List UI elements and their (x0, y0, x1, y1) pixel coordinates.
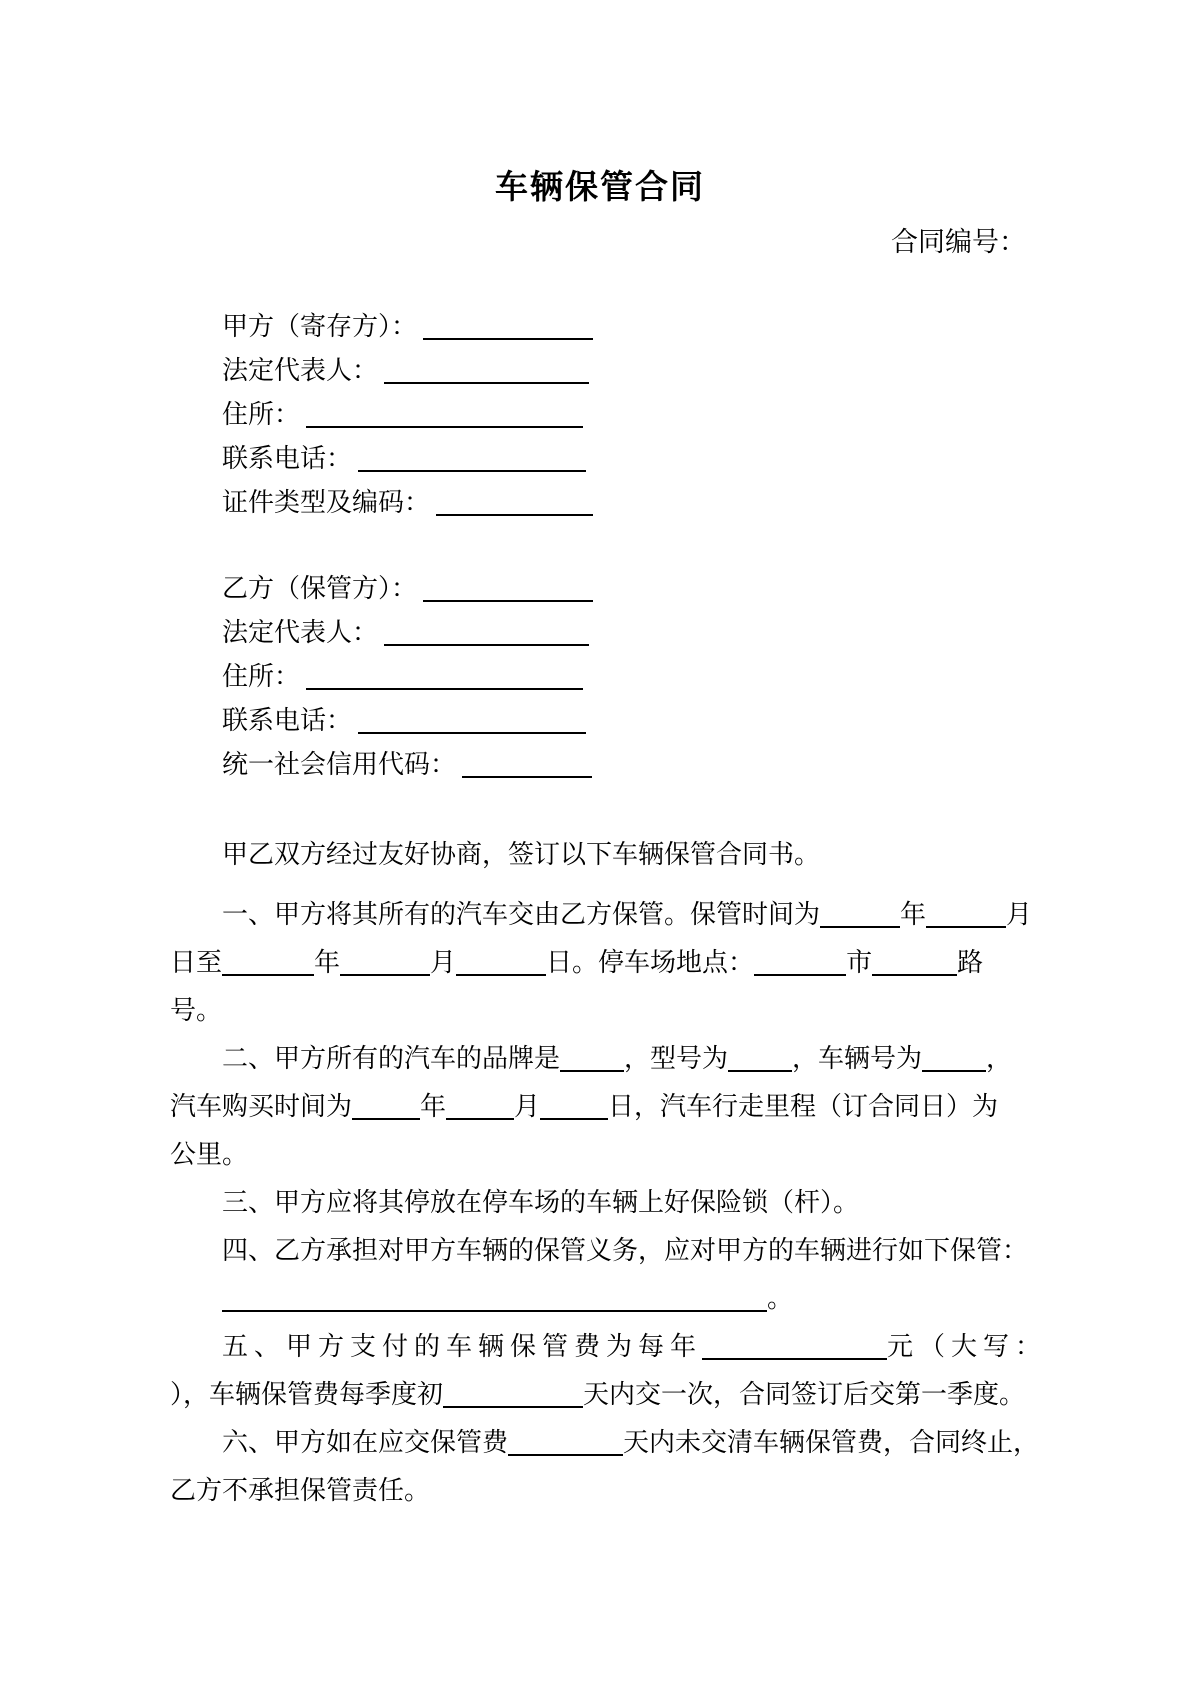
clause-4-section (170, 1227, 1030, 1323)
form-line (170, 567, 1030, 611)
clause-text: 年 (900, 900, 927, 929)
clauses-section (170, 891, 1048, 1515)
clause-text: 号。 (170, 996, 223, 1025)
blank-underline (702, 1332, 887, 1360)
form-label: 法定代表人： (222, 618, 379, 647)
blank-underline (340, 948, 430, 976)
form-label: 联系电话： (222, 706, 353, 735)
clause-5-section (170, 1323, 1048, 1419)
form-label: 住所： (222, 400, 301, 429)
clause-text: ，车辆号为 (792, 1044, 923, 1073)
clause-line (170, 1131, 1030, 1179)
blank-underline (508, 1428, 623, 1456)
document-title: 车辆保管合同 (495, 168, 705, 205)
clause-line (170, 1419, 1040, 1467)
form-label: 乙方（保管方）： (222, 574, 418, 603)
blank-underline (820, 900, 900, 928)
clause-text: 月 (1006, 900, 1033, 929)
clause-line (170, 891, 1033, 939)
clause-text: 三、甲方应将其停放在停车场的车辆上好保险锁（杆）。 (222, 1188, 860, 1217)
clause-text: ），车辆保管费每季度初 (170, 1380, 444, 1409)
form-label: 统一社会信用代码： (222, 750, 457, 779)
intro-paragraph: 甲乙双方经过友好协商，签订以下车辆保管合同书。 (222, 840, 821, 869)
blank-underline (872, 948, 957, 976)
form-label: 证件类型及编码： (222, 488, 431, 517)
form-line (170, 481, 1030, 525)
contract-number-label: 合同编号： (891, 227, 1026, 257)
clause-line (170, 1227, 1030, 1275)
clause-text: 。 (767, 1284, 794, 1313)
blank-underline (446, 1092, 514, 1120)
blank-underline (423, 312, 593, 340)
blank-underline (540, 1092, 608, 1120)
blank-underline (423, 574, 593, 602)
clause-text: 二、甲方所有的汽车的品牌是 (222, 1044, 561, 1073)
blank-underline (306, 662, 583, 690)
clause-line (170, 1323, 1048, 1371)
blank-underline (384, 618, 589, 646)
clause-text: 天内交一次，合同签订后交第一季度。 (583, 1380, 1026, 1409)
clause-text: 汽车购买时间为 (170, 1092, 353, 1121)
blank-underline (358, 706, 586, 734)
clause-line (170, 1083, 1030, 1131)
blank-underline (352, 1092, 420, 1120)
form-label: 甲方（寄存方）： (222, 312, 418, 341)
form-label: 联系电话： (222, 444, 353, 473)
clause-line (170, 1179, 1030, 1227)
form-line (170, 743, 1030, 787)
blank-underline (222, 948, 314, 976)
clause-text: 四、乙方承担对甲方车辆的保管义务，应对甲方的车辆进行如下保管： (222, 1236, 1029, 1265)
blank-underline (436, 488, 593, 516)
form-line (170, 305, 1030, 349)
blank-underline (926, 900, 1006, 928)
blank-underline (754, 948, 846, 976)
blank-underline (728, 1044, 792, 1072)
clause-text: 公里。 (170, 1140, 249, 1169)
blank-underline (222, 1284, 767, 1312)
clause-text: 月 (514, 1092, 541, 1121)
form-label: 法定代表人： (222, 356, 379, 385)
form-line (170, 655, 1030, 699)
form-line (170, 437, 1030, 481)
clause-2-section (170, 1035, 1030, 1179)
clause-line (170, 1035, 1030, 1083)
form-line (170, 611, 1030, 655)
clause-line (170, 1467, 1030, 1515)
blank-underline (384, 356, 589, 384)
clause-text: ， (986, 1044, 1013, 1073)
blank-underline (922, 1044, 986, 1072)
clause-text: 五、甲方支付的车辆保管费为每年 (222, 1332, 703, 1361)
clause-text: 天内未交清车辆保管费，合同终止， (623, 1428, 1040, 1457)
form-line (170, 699, 1030, 743)
clause-text: 一、甲方将其所有的汽车交由乙方保管。保管时间为 (222, 900, 821, 929)
clause-text: ，型号为 (624, 1044, 729, 1073)
clause-text: 乙方不承担保管责任。 (170, 1476, 431, 1505)
clause-text: 月 (430, 948, 457, 977)
clause-text: 市 (846, 948, 873, 977)
clause-text: 日至 (170, 948, 223, 977)
clause-text: 元（大写： (887, 1332, 1048, 1361)
form-line (170, 349, 1030, 393)
clause-text: 六、甲方如在应交保管费 (222, 1428, 509, 1457)
blank-underline (462, 750, 592, 778)
clause-line (170, 939, 1030, 987)
clause-line (170, 987, 1030, 1035)
clause-text: 日。停车场地点： (546, 948, 755, 977)
party-a-section (170, 305, 1030, 525)
clause-text: 日，汽车行走里程（订合同日）为 (608, 1092, 999, 1121)
clause-line (170, 1275, 1030, 1323)
clause-text: 年 (314, 948, 341, 977)
form-line (170, 393, 1030, 437)
clause-line (170, 1371, 1030, 1419)
blank-underline (306, 400, 583, 428)
clause-1-section (170, 891, 1033, 1035)
clause-text: 路 (957, 948, 984, 977)
party-b-section (170, 567, 1030, 787)
blank-underline (456, 948, 546, 976)
clause-3-section (170, 1179, 1030, 1227)
form-label: 住所： (222, 662, 301, 691)
clause-text: 年 (420, 1092, 447, 1121)
blank-underline (358, 444, 586, 472)
clause-6-section (170, 1419, 1040, 1515)
blank-underline (443, 1380, 583, 1408)
blank-underline (560, 1044, 624, 1072)
